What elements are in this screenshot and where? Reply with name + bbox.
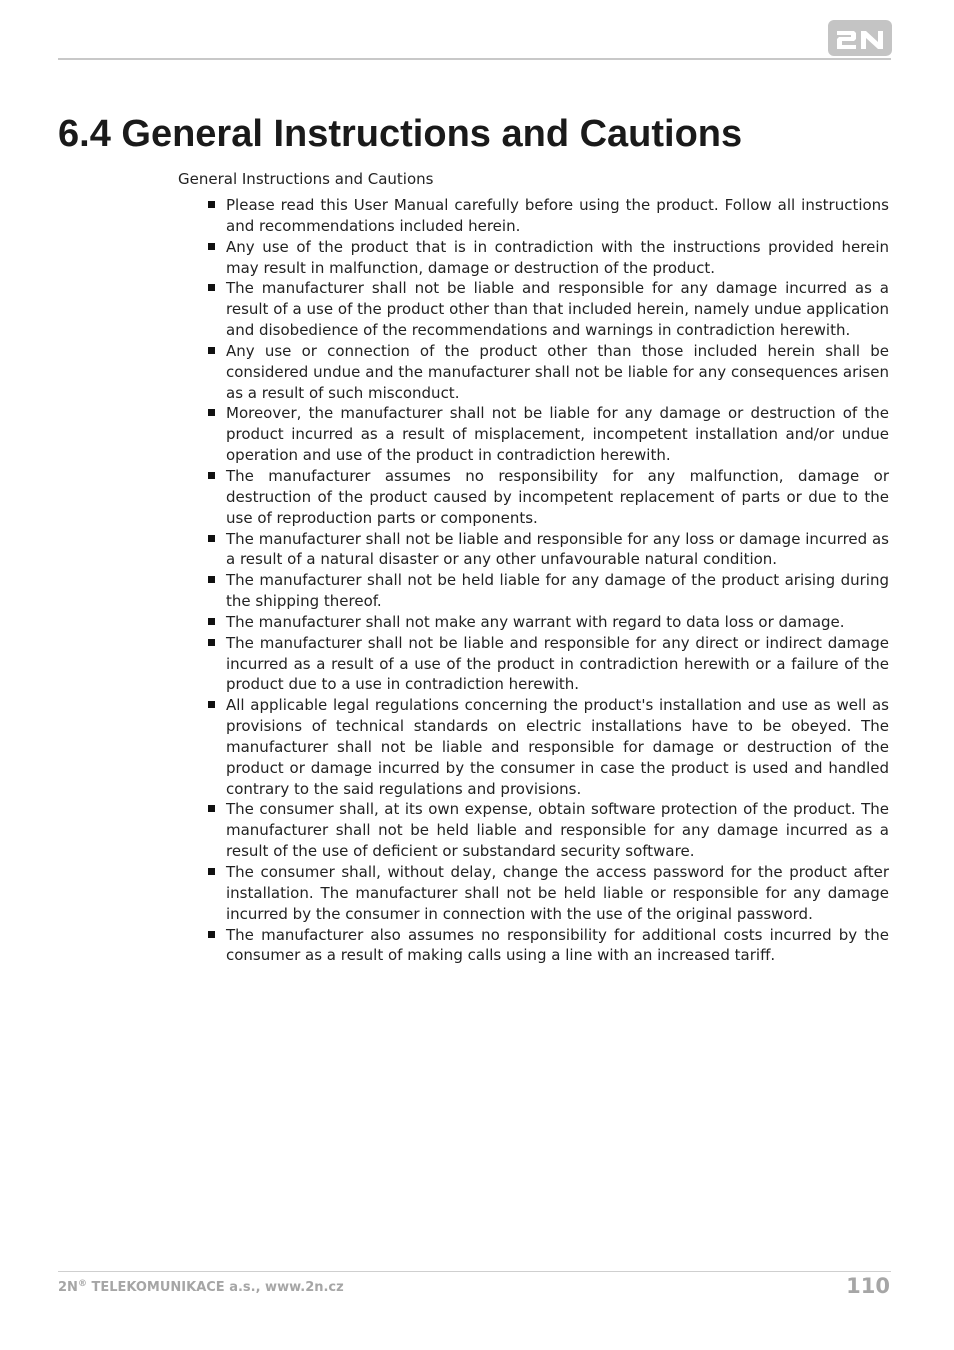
list-item xyxy=(178,529,889,571)
footer-divider xyxy=(58,1271,891,1272)
bullet-square-icon xyxy=(208,284,215,291)
footer-company xyxy=(58,1279,344,1297)
bullet-square-icon xyxy=(208,701,215,708)
bullet-square-icon xyxy=(208,931,215,938)
list-item xyxy=(178,633,889,696)
list-item xyxy=(178,925,889,967)
list-item xyxy=(178,403,889,466)
list-item-text: Moreover, the manufacturer shall not be liable for any damage or destruction of the product incurred as a result of misplacement, incompetent installation and/or undue operation and use of the product in contradiction herewith. xyxy=(226,404,889,465)
bullet-square-icon xyxy=(208,639,215,646)
list-item xyxy=(178,466,889,529)
list-item xyxy=(178,195,889,237)
list-item xyxy=(178,278,889,341)
bullet-square-icon xyxy=(208,535,215,542)
bullet-square-icon xyxy=(208,409,215,416)
list-item xyxy=(178,341,889,404)
page-title: 6.4 General Instructions and Cautions xyxy=(58,113,743,155)
list-item-text: The manufacturer assumes no responsibility for any malfunction, damage or destruction of the product caused by incompetent replacement of parts or due to the use of reproduction parts or components. xyxy=(226,466,889,527)
footer-brand: 2N xyxy=(58,1280,78,1295)
bullet-square-icon xyxy=(208,201,215,208)
page-number: 110 xyxy=(846,1274,890,1298)
list-item-text: The consumer shall, without delay, change the access password for the product after installation. The manufacturer shall not be held liable or responsible for any damage incurred by the consumer in connection with the use of the original password. xyxy=(226,863,889,923)
header-divider xyxy=(58,58,891,60)
list-item-text: The manufacturer shall not be liable and responsible for any direct or indirect damage incurred as a result of a use of the product in contradiction herewith or a failure of the product due to a use in contradiction herewith. xyxy=(226,633,889,694)
list-item-text: All applicable legal regulations concerning the product's installation and use as well as provisions of technical standards on electric installations have to be obeyed. The manufacturer shall not be liable and responsible for damage or destruction of the product or damage incurred by the consumer in case the product is used and handled contrary to the said regulations and provisions. xyxy=(226,696,889,798)
section-label: General Instructions and Cautions xyxy=(178,170,434,188)
list-item-text: The manufacturer also assumes no responsibility for additional costs incurred by the consumer as a result of making calls using a line with an increased tariff. xyxy=(226,925,889,965)
bullet-square-icon xyxy=(208,472,215,479)
list-item-text: The manufacturer shall not be liable and responsible for any loss or damage incurred as a result of a natural disaster or any other unfavourable natural condition. xyxy=(226,529,889,569)
footer-company-name: TELEKOMUNIKACE a.s., www.2n.cz xyxy=(86,1280,344,1295)
list-item xyxy=(178,612,889,633)
list-item xyxy=(178,570,889,612)
list-item xyxy=(178,862,889,925)
instructions-list xyxy=(178,195,889,966)
2n-logo xyxy=(828,20,892,56)
registered-mark: ® xyxy=(77,1279,87,1289)
list-item-text: The consumer shall, at its own expense, obtain software protection of the product. The manufacturer shall not be held liable and responsible for any damage incurred as a result of the use of deficient or substandard security software. xyxy=(226,800,889,861)
list-item-text: Please read this User Manual carefully before using the product. Follow all instructions and recommendations included herein. xyxy=(226,196,889,235)
list-item xyxy=(178,695,889,799)
bullet-square-icon xyxy=(208,805,215,812)
bullet-square-icon xyxy=(208,243,215,250)
list-item xyxy=(178,237,889,279)
list-item xyxy=(178,799,889,862)
list-item-text: The manufacturer shall not be liable and responsible for any damage incurred as a result of a use of the product other than that included herein, namely undue application and disobedience of the recommendations and warnings in contradiction herewith. xyxy=(226,279,889,340)
bullet-square-icon xyxy=(208,618,215,625)
list-item-text: Any use of the product that is in contradiction with the instructions provided herein may result in malfunction, damage or destruction of the product. xyxy=(226,237,889,277)
bullet-square-icon xyxy=(208,868,215,875)
list-item-text: Any use or connection of the product other than those included herein shall be considered undue and the manufacturer shall not be liable for any consequences arisen as a result of such misconduct. xyxy=(226,341,889,402)
list-item-text: The manufacturer shall not be held liable for any damage of the product arising during the shipping thereof. xyxy=(226,571,889,611)
bullet-square-icon xyxy=(208,347,215,354)
list-item-text: The manufacturer shall not make any warrant with regard to data loss or damage. xyxy=(226,612,845,631)
bullet-square-icon xyxy=(208,576,215,583)
